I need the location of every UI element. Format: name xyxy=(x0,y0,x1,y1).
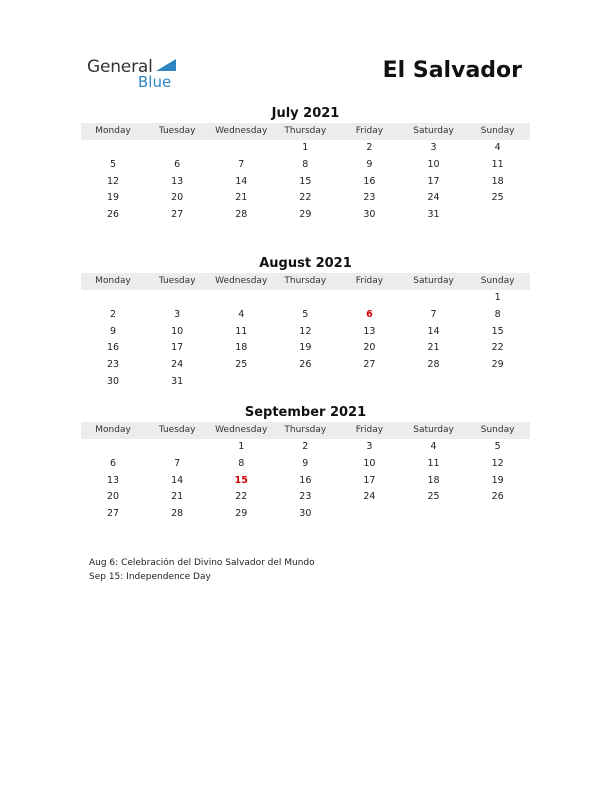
day-cell: 25 xyxy=(427,491,440,503)
week-row xyxy=(81,473,530,490)
day-cell: 22 xyxy=(299,192,312,204)
day-cell: 15 xyxy=(299,175,312,187)
day-cell: 17 xyxy=(363,474,376,486)
weekday-header: Friday xyxy=(355,126,384,136)
day-cell: 9 xyxy=(110,325,117,337)
week-row xyxy=(81,374,530,391)
day-cell: 6 xyxy=(110,457,117,469)
week-row xyxy=(81,190,530,207)
day-cell: 18 xyxy=(491,175,504,187)
weekday-header-row xyxy=(81,123,530,140)
day-cell: 16 xyxy=(107,342,120,354)
day-cell: 24 xyxy=(171,359,184,371)
month-september xyxy=(81,404,530,523)
day-cell xyxy=(209,290,273,307)
day-cell xyxy=(466,374,530,391)
weekday-header-row xyxy=(81,422,530,439)
day-cell: 30 xyxy=(363,209,376,221)
day-cell: 13 xyxy=(363,325,376,337)
generalblue-logo xyxy=(87,57,207,93)
week-row xyxy=(81,174,530,191)
weekday-header: Wednesday xyxy=(215,126,268,136)
day-cell: 20 xyxy=(171,192,184,204)
month-title: July 2021 xyxy=(271,106,340,121)
week-row xyxy=(81,324,530,341)
day-cell: 24 xyxy=(363,491,376,503)
day-cell: 28 xyxy=(235,209,248,221)
day-cell: 7 xyxy=(238,158,245,170)
country-title: El Salvador xyxy=(382,58,522,83)
day-cell: 20 xyxy=(107,491,120,503)
day-cell xyxy=(209,374,273,391)
day-cell: 2 xyxy=(302,441,309,452)
weekday-header: Wednesday xyxy=(215,425,268,435)
day-cell: 31 xyxy=(427,209,440,221)
day-cell: 11 xyxy=(491,158,504,170)
holiday-note: Sep 15: Independence Day xyxy=(89,572,211,582)
weekday-header: Sunday xyxy=(480,276,515,286)
day-cell: 26 xyxy=(491,491,504,503)
day-cell xyxy=(81,290,145,307)
day-cell: 20 xyxy=(363,342,376,354)
day-cell: 2 xyxy=(110,308,117,320)
day-cell: 9 xyxy=(366,158,373,170)
day-cell: 13 xyxy=(107,474,120,486)
day-cell: 19 xyxy=(491,474,504,486)
weekday-header-row xyxy=(81,273,530,290)
logo-general-text: General xyxy=(87,57,153,77)
day-cell: 25 xyxy=(235,359,248,371)
day-cell: 5 xyxy=(302,308,309,320)
day-cell xyxy=(466,506,530,523)
week-row xyxy=(81,439,530,456)
day-cell: 11 xyxy=(235,325,248,337)
day-cell: 26 xyxy=(299,359,312,371)
day-cell xyxy=(466,207,530,224)
day-cell: 14 xyxy=(171,474,184,486)
weekday-header: Friday xyxy=(355,425,384,435)
day-cell: 8 xyxy=(302,158,309,170)
weekday-header: Monday xyxy=(95,126,131,136)
day-cell: 10 xyxy=(171,325,184,337)
month-weeks xyxy=(81,140,530,224)
week-row xyxy=(81,340,530,357)
day-cell: 3 xyxy=(174,308,181,320)
day-cell: 22 xyxy=(235,491,248,503)
week-row xyxy=(81,506,530,523)
week-row xyxy=(81,456,530,473)
month-july xyxy=(81,105,530,224)
day-cell xyxy=(81,140,145,157)
holiday-notes xyxy=(89,556,315,584)
day-cell: 30 xyxy=(107,375,120,387)
weekday-header: Tuesday xyxy=(158,276,196,286)
day-cell: 5 xyxy=(494,441,501,452)
week-row xyxy=(81,290,530,307)
day-cell: 3 xyxy=(430,142,437,153)
day-cell xyxy=(273,290,337,307)
day-cell xyxy=(145,439,209,456)
day-cell: 3 xyxy=(366,441,373,452)
day-cell: 8 xyxy=(238,457,245,469)
day-cell: 28 xyxy=(171,508,184,520)
holiday-note: Aug 6: Celebración del Divino Salvador del Mundo xyxy=(89,558,315,568)
weekday-header: Thursday xyxy=(284,276,327,286)
month-title: September 2021 xyxy=(244,405,367,420)
day-cell: 31 xyxy=(171,375,184,387)
day-cell xyxy=(401,506,465,523)
day-cell: 29 xyxy=(299,209,312,221)
day-cell: 15 xyxy=(491,325,504,337)
day-cell: 13 xyxy=(171,175,184,187)
day-cell: 2 xyxy=(366,142,373,153)
month-weeks xyxy=(81,439,530,523)
day-cell: 19 xyxy=(299,342,312,354)
weekday-header: Saturday xyxy=(413,276,454,286)
day-cell: 25 xyxy=(491,192,504,204)
day-cell: 6 xyxy=(174,158,181,170)
weekday-header: Monday xyxy=(95,276,131,286)
day-cell: 18 xyxy=(235,342,248,354)
day-cell: 1 xyxy=(238,441,245,452)
month-august xyxy=(81,255,530,391)
day-cell: 4 xyxy=(494,142,501,153)
weekday-header: Thursday xyxy=(284,126,327,136)
weekday-header: Sunday xyxy=(480,126,515,136)
day-cell xyxy=(209,140,273,157)
day-cell: 21 xyxy=(235,192,248,204)
day-cell: 30 xyxy=(299,508,312,520)
weekday-header: Tuesday xyxy=(158,126,196,136)
week-row xyxy=(81,207,530,224)
day-cell: 10 xyxy=(363,457,376,469)
month-weeks xyxy=(81,290,530,391)
day-cell: 14 xyxy=(427,325,440,337)
day-cell: 16 xyxy=(299,474,312,486)
day-cell: 16 xyxy=(363,175,376,187)
day-cell: 27 xyxy=(107,508,120,520)
weekday-header: Saturday xyxy=(413,126,454,136)
day-cell: 12 xyxy=(491,457,504,469)
day-cell: 23 xyxy=(107,359,120,371)
week-row xyxy=(81,157,530,174)
day-cell xyxy=(145,290,209,307)
day-cell: 27 xyxy=(363,359,376,371)
day-cell: 8 xyxy=(494,308,501,320)
day-cell: 1 xyxy=(494,292,501,303)
day-cell xyxy=(401,374,465,391)
day-cell: 12 xyxy=(107,175,120,187)
day-cell: 28 xyxy=(427,359,440,371)
day-cell: 10 xyxy=(427,158,440,170)
day-cell: 18 xyxy=(427,474,440,486)
day-cell: 4 xyxy=(238,308,245,320)
day-cell: 19 xyxy=(107,192,120,204)
day-cell: 7 xyxy=(174,457,181,469)
day-cell: 14 xyxy=(235,175,248,187)
day-cell: 11 xyxy=(427,457,440,469)
day-cell xyxy=(337,290,401,307)
day-cell: 17 xyxy=(171,342,184,354)
day-cell: 23 xyxy=(363,192,376,204)
weekday-header: Sunday xyxy=(480,425,515,435)
week-row xyxy=(81,307,530,324)
day-cell: 21 xyxy=(427,342,440,354)
day-cell xyxy=(81,439,145,456)
day-cell: 4 xyxy=(430,441,437,452)
day-cell: 1 xyxy=(302,142,309,153)
day-cell xyxy=(337,374,401,391)
weekday-header: Wednesday xyxy=(215,276,268,286)
day-cell: 29 xyxy=(491,359,504,371)
weekday-header: Friday xyxy=(355,276,384,286)
holiday-day-cell: 6 xyxy=(366,308,373,320)
weekday-header: Thursday xyxy=(284,425,327,435)
week-row xyxy=(81,140,530,157)
weekday-header: Monday xyxy=(95,425,131,435)
logo-blue-text: Blue xyxy=(138,73,172,91)
day-cell: 17 xyxy=(427,175,440,187)
weekday-header: Saturday xyxy=(413,425,454,435)
month-title: August 2021 xyxy=(259,256,352,271)
day-cell: 5 xyxy=(110,158,117,170)
day-cell xyxy=(273,374,337,391)
weekday-header: Tuesday xyxy=(158,425,196,435)
holiday-day-cell: 15 xyxy=(234,474,248,486)
day-cell: 23 xyxy=(299,491,312,503)
day-cell: 29 xyxy=(235,508,248,520)
week-row xyxy=(81,357,530,374)
day-cell: 9 xyxy=(302,457,309,469)
day-cell xyxy=(337,506,401,523)
day-cell: 22 xyxy=(491,342,504,354)
day-cell: 21 xyxy=(171,491,184,503)
day-cell: 26 xyxy=(107,209,120,221)
day-cell xyxy=(145,140,209,157)
day-cell: 12 xyxy=(299,325,312,337)
logo-triangle-icon xyxy=(156,59,176,71)
day-cell xyxy=(401,290,465,307)
day-cell: 24 xyxy=(427,192,440,204)
day-cell: 27 xyxy=(171,209,184,221)
day-cell: 7 xyxy=(430,308,437,320)
week-row xyxy=(81,489,530,506)
